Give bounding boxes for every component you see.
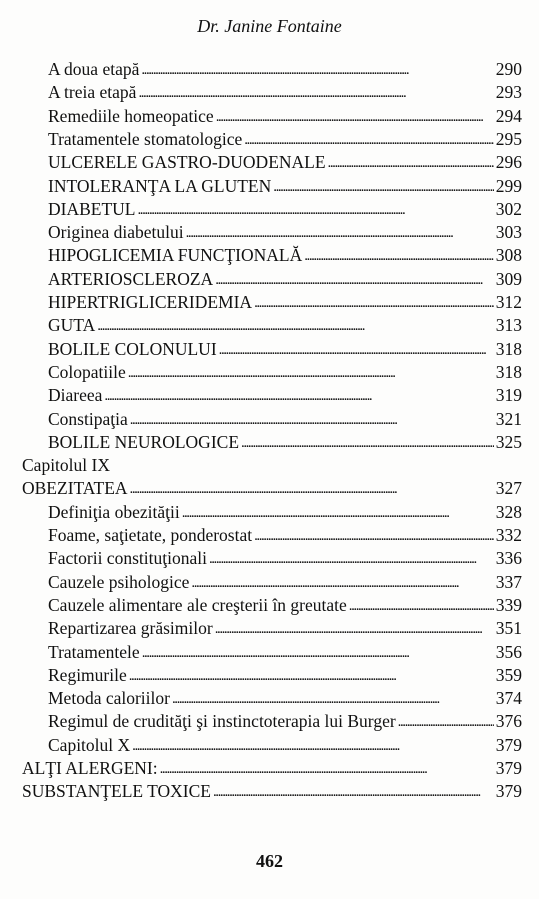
toc-entry bbox=[48, 313, 522, 337]
dot-leader bbox=[130, 475, 494, 501]
toc-entry-page: 339 bbox=[495, 595, 522, 615]
toc-entry-title: Capitolul X bbox=[48, 735, 131, 755]
toc-entry bbox=[48, 640, 522, 664]
toc-entry-title: Metoda caloriilor bbox=[48, 688, 170, 708]
toc-entry bbox=[48, 407, 522, 431]
toc-entry-page: 374 bbox=[495, 688, 522, 708]
toc-entry bbox=[48, 686, 522, 710]
toc-entry-page: 351 bbox=[495, 618, 522, 638]
toc-entry-title: BOLILE NEUROLOGICE bbox=[48, 432, 240, 452]
toc-entry-title: Diareea bbox=[48, 385, 103, 405]
toc-entry bbox=[22, 779, 522, 803]
toc-entry-title: Colopatiile bbox=[48, 362, 126, 382]
toc-entry-title: GUTA bbox=[48, 315, 96, 335]
toc-entry-page: 313 bbox=[495, 315, 522, 335]
toc-entry-page: 359 bbox=[495, 665, 522, 685]
toc-entry bbox=[48, 523, 522, 547]
toc-entry bbox=[48, 127, 522, 151]
toc-entry bbox=[48, 243, 522, 267]
toc-entry bbox=[48, 360, 522, 384]
toc-entry-title: Tratamentele bbox=[48, 642, 140, 662]
toc-entry-title: Cauzele alimentare ale creşterii în greutate bbox=[48, 595, 347, 615]
toc-entry bbox=[48, 150, 522, 174]
toc-entry bbox=[48, 733, 522, 757]
toc-entry-page: 294 bbox=[495, 106, 522, 126]
toc-entry-title: Remediile homeopatice bbox=[48, 106, 214, 126]
toc-entry-page: 318 bbox=[495, 339, 522, 359]
toc-entry bbox=[48, 546, 522, 570]
toc-entry-title: ARTERIOSCLEROZA bbox=[48, 269, 214, 289]
dot-leader bbox=[328, 149, 494, 175]
toc-entry-title: Cauzele psihologice bbox=[48, 572, 190, 592]
toc-entry-title: ULCERELE GASTRO-DUODENALE bbox=[48, 152, 326, 172]
dot-leader bbox=[97, 312, 494, 338]
toc-entry-page: 312 bbox=[495, 292, 522, 312]
toc-entry-page: 336 bbox=[495, 548, 522, 568]
toc-entry-title: HIPOGLICEMIA FUNCŢIONALĂ bbox=[48, 245, 303, 265]
toc-entry bbox=[48, 290, 522, 314]
toc-entry-title: Originea diabetului bbox=[48, 222, 184, 242]
toc-entry bbox=[48, 570, 522, 594]
toc-entry bbox=[48, 337, 522, 361]
toc-entry-page: 325 bbox=[495, 432, 522, 452]
toc-entry-title: Constipaţia bbox=[48, 409, 128, 429]
toc-entry bbox=[48, 267, 522, 291]
toc-entry-page: 319 bbox=[495, 385, 522, 405]
dot-leader bbox=[104, 382, 493, 408]
toc-entry-page: 309 bbox=[495, 269, 522, 289]
dot-leader bbox=[209, 545, 494, 571]
toc-entry-page: 290 bbox=[495, 59, 522, 79]
toc-entry-page: 293 bbox=[495, 82, 522, 102]
toc-entry bbox=[48, 80, 522, 104]
toc-entry-page: 299 bbox=[495, 176, 522, 196]
toc-entry bbox=[48, 104, 522, 128]
dot-leader bbox=[215, 615, 494, 641]
toc-entry-title: Foame, saţietate, ponderostat bbox=[48, 525, 253, 545]
toc-entry-page: 379 bbox=[495, 735, 522, 755]
toc-entry bbox=[48, 57, 522, 81]
toc-entry bbox=[48, 197, 522, 221]
toc-entry bbox=[48, 616, 522, 640]
toc-entry-title: Regimurile bbox=[48, 665, 127, 685]
toc-entry-title: A doua etapă bbox=[48, 59, 140, 79]
toc-entry-title: Capitolul IX bbox=[22, 455, 110, 475]
toc-entry-title: INTOLERANŢA LA GLUTEN bbox=[48, 176, 272, 196]
toc-entry bbox=[22, 756, 522, 780]
toc-entry-title: Regimul de crudităţi şi instinctoterapia lui Burger bbox=[48, 711, 396, 731]
toc-entry bbox=[48, 220, 522, 244]
toc-entry-title: Repartizarea grăsimilor bbox=[48, 618, 213, 638]
page-number: 462 bbox=[256, 851, 283, 871]
toc-entry-page: 376 bbox=[495, 711, 522, 731]
toc-entry bbox=[48, 174, 522, 198]
toc-entry-page: 332 bbox=[495, 525, 522, 545]
toc-entry-title: DIABETUL bbox=[48, 199, 136, 219]
toc-entry-page: 296 bbox=[495, 152, 522, 172]
toc-entry bbox=[48, 430, 522, 454]
dot-leader bbox=[398, 708, 494, 734]
toc-entry-title: A treia etapă bbox=[48, 82, 137, 102]
toc-entry-page: 328 bbox=[495, 502, 522, 522]
toc-entry-page: 337 bbox=[495, 572, 522, 592]
toc-entry bbox=[22, 453, 522, 477]
toc-entry-title: SUBSTANŢELE TOXICE bbox=[22, 781, 211, 801]
dot-leader bbox=[304, 242, 494, 268]
toc-entry-title: Definiţia obezităţii bbox=[48, 502, 180, 522]
toc-entry-title: OBEZITATEA bbox=[22, 478, 128, 498]
toc-entry bbox=[48, 500, 522, 524]
toc-entry-page: 308 bbox=[495, 245, 522, 265]
dot-leader bbox=[138, 79, 493, 105]
toc-entry-page: 321 bbox=[495, 409, 522, 429]
toc-entry-title: HIPERTRIGLICERIDEMIA bbox=[48, 292, 253, 312]
toc-entry bbox=[48, 663, 522, 687]
toc-entry-title: Factorii constituţionali bbox=[48, 548, 207, 568]
toc-entry bbox=[22, 476, 522, 500]
dot-leader bbox=[213, 778, 494, 804]
toc-entry-title: BOLILE COLONULUI bbox=[48, 339, 217, 359]
toc-entry bbox=[48, 383, 522, 407]
toc-entry-page: 356 bbox=[495, 642, 522, 662]
dot-leader bbox=[241, 429, 494, 455]
toc-entry-title: ALŢI ALERGENI: bbox=[22, 758, 158, 778]
toc-entry-page: 379 bbox=[495, 758, 522, 778]
toc-entry bbox=[48, 709, 522, 733]
toc-entry-page: 302 bbox=[495, 199, 522, 219]
toc-entry-page: 318 bbox=[495, 362, 522, 382]
toc-entry-page: 379 bbox=[495, 781, 522, 801]
toc-entry bbox=[48, 593, 522, 617]
toc-entry-title: Tratamentele stomatologice bbox=[48, 129, 243, 149]
toc-entry-page: 303 bbox=[495, 222, 522, 242]
running-head: Dr. Janine Fontaine bbox=[197, 16, 342, 36]
toc-entry-page: 327 bbox=[495, 478, 522, 498]
toc-entry-page: 295 bbox=[495, 129, 522, 149]
